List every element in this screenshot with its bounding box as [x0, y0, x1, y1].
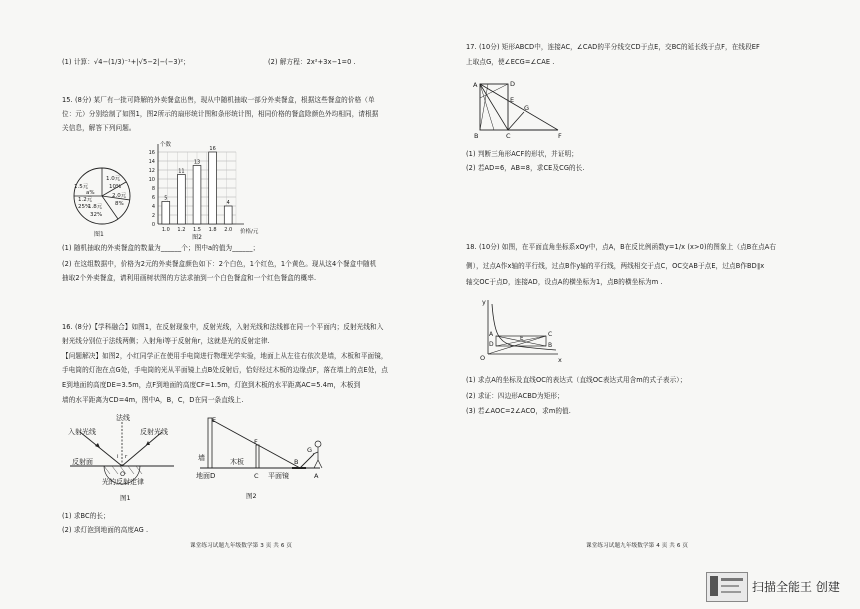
ground-label: 地面D — [196, 472, 216, 480]
right-page-footer: 课堂练习试题九年级数学第 4 页 共 6 页 — [586, 543, 689, 549]
point-a: A — [314, 472, 319, 480]
wall-label: 墙 — [198, 454, 205, 462]
q18-label-a: A — [489, 331, 494, 338]
q18-label-c: C — [548, 331, 553, 338]
q18-label-y: y — [482, 298, 486, 306]
bar-ytick-label: 10 — [148, 177, 155, 183]
point-e: E — [212, 416, 217, 424]
bar-category-label: 1.0 — [161, 227, 170, 233]
q16-line1: 16. (8分)【学科融合】如图1，在反射现象中，反射光线，入射光线和法线都在同一个平面内；反射光线和入 — [62, 323, 384, 331]
bar-ytick-label: 0 — [151, 222, 155, 228]
bar-ytick-label: 4 — [151, 204, 155, 210]
q17-point-g: G — [524, 104, 530, 112]
q17-sub1: (1) 判断三角形ACF的形状，并证明； — [466, 150, 578, 158]
bar-1.8 — [209, 152, 217, 224]
q16-fig1-reflection — [64, 412, 194, 504]
surface-label: 反射面 — [72, 458, 93, 466]
normal-label: 法线 — [116, 414, 130, 422]
bar-value-label: 16 — [209, 146, 216, 152]
reflected-label: 反射光线 — [140, 428, 168, 436]
bar-value-label: 11 — [178, 168, 185, 175]
q16-line4: 手电筒的灯泡在点G处，手电筒的光从平面镜上点B处反射后，恰好经过木板的边缘点F，落在墙上的点E处，点 — [62, 366, 388, 374]
q15-bar-chart — [140, 140, 260, 240]
bar-ytick-label: 16 — [148, 150, 155, 156]
q14-part1: (1) 计算：√4−(1/3)⁻¹+|√5−2|−(−3)²； — [62, 58, 190, 66]
q16-line5: E到地面的高度DE=3.5m，点F到地面的高度CF=1.5m，灯泡到木板的水平距离AC=5.4m，木板到 — [62, 381, 361, 389]
pie-label-3: 1.0元 — [106, 176, 121, 182]
q17-point-e: E — [510, 96, 515, 104]
board-label: 木板 — [230, 458, 244, 466]
q17-point-b: B — [474, 132, 479, 140]
q17-rectangle-figure — [468, 78, 578, 138]
pie-label-2: a% — [86, 190, 95, 196]
bar-1.0 — [162, 202, 170, 225]
pie-label-9: 1.2元 — [78, 197, 93, 203]
q17-line2: 上取点G，使∠ECG=∠CAE . — [466, 58, 555, 66]
q15-line3: 关信息，解答下列问题。 — [62, 124, 136, 132]
bar-1.5 — [193, 166, 201, 225]
q17-point-f: F — [558, 132, 562, 140]
q18-line3: 轴交OC于点D，连接AD，设点A的横坐标为1，点B的横坐标为m . — [466, 278, 663, 286]
q15-sub1: (1) 随机抽取的外卖餐盒的数量为______个；图中a的值为______； — [62, 244, 260, 252]
scanner-watermark-text: 扫描全能王 创建 — [752, 580, 840, 594]
q14-part2: (2) 解方程：2x²+3x−1=0 . — [268, 58, 356, 66]
bar-value-label: 13 — [193, 159, 201, 166]
bar-1.2 — [178, 175, 186, 225]
q18-label-b: B — [548, 342, 553, 349]
bar-ytick-label: 14 — [148, 159, 155, 165]
q16-line6: 墙的水平距离为CD=4m，图中A，B，C，D在同一条直线上. — [62, 396, 244, 404]
q17-point-c: C — [506, 132, 511, 140]
q18-label-x: x — [558, 356, 562, 364]
angle-r: r — [125, 454, 128, 460]
q15-sub2a: (2) 在这组数据中，价格为2元的外卖餐盒颜色如下：2个白色，1个红色，1个黄色。现从这4个餐盒中随机 — [62, 260, 377, 268]
q17-point-a: A — [473, 81, 478, 89]
q15-line1: 15. (8分) 某厂有一批可降解的外卖餐盒出售，现从中随机抽取一部分外卖餐盒，根据这些餐盒的价格（单 — [62, 96, 375, 104]
law-label: 光的反射定律 — [102, 478, 144, 486]
point-f: F — [254, 438, 258, 446]
point-b: B — [294, 458, 299, 466]
bar-ytick-label: 8 — [151, 186, 155, 192]
q18-sub2: (2) 求证：四边形ACBD为矩形； — [466, 392, 564, 400]
point-c: C — [254, 472, 259, 480]
bar-value-label: 5 — [164, 195, 168, 202]
pie-label-10: 25% — [78, 204, 91, 210]
bar-ytick-label: 2 — [151, 213, 155, 219]
bar-xlabel: 价格/元 — [240, 229, 259, 235]
q17-point-d: D — [510, 80, 516, 88]
q15-sub2b: 抽取2个外卖餐盒，请利用画树状图的方法求抽到一个白色餐盒和一个红色餐盒的概率. — [62, 274, 317, 282]
q18-line1: 18. (10分) 如图，在平面直角坐标系xOy中，点A，B在反比例函数y=1/x (x>0)的图象上（点B在点A右 — [466, 243, 777, 251]
bar-value-label: 4 — [226, 200, 230, 206]
bar-category-label: 2.0 — [224, 227, 233, 233]
pie-label-7: 1.8元 — [88, 204, 103, 210]
q18-label-d: D — [489, 341, 494, 348]
bar-category-label: 1.8 — [208, 227, 217, 233]
bar-2.0 — [224, 206, 232, 224]
pie-label-5: 2.0元 — [112, 193, 127, 199]
q15-pie-chart — [60, 160, 150, 240]
bar-category-label: 1.5 — [193, 227, 201, 233]
incident-label: 入射光线 — [68, 428, 96, 436]
q18-label-e: E — [520, 336, 524, 342]
q16-sub2: (2) 求灯泡到地面的高度AG . — [62, 526, 149, 534]
q16-line2: 射光线分别位于法线两侧；入射角i等于反射角r，这就是光的反射定律. — [62, 337, 270, 345]
q18-label-o: O — [480, 354, 486, 362]
angle-i: i — [117, 454, 119, 460]
q16-sub1: (1) 求BC的长； — [62, 512, 110, 520]
q18-sub1: (1) 求点A的坐标及直线OC的表达式（直线OC表达式用含m的式子表示）； — [466, 376, 687, 384]
pie-label-6: 8% — [115, 201, 124, 207]
q17-line1: 17. (10分) 矩形ABCD中，连接AC，∠CAD的平分线交CD于点E，交BC的延长线于点F，在线段EF — [466, 43, 760, 51]
q16-fig2-setup — [196, 412, 336, 504]
pie-label-4: 10% — [109, 184, 122, 190]
pie-label-1: 1.5元 — [74, 184, 89, 190]
bar-ytick-label: 12 — [148, 168, 155, 174]
left-page-footer: 课堂练习试题九年级数学第 3 页 共 6 页 — [190, 543, 293, 549]
fig1-caption: 图1 — [120, 494, 131, 502]
q16-line3: 【问题解决】如图2，小红同学正在使用手电筒进行物理光学实验，地面上从左往右依次是墙，木板和平面镜， — [62, 352, 388, 360]
bar-ytick-label: 6 — [151, 195, 155, 201]
bar-ylabel: 个数 — [160, 142, 172, 148]
pie-label-8: 32% — [90, 212, 103, 218]
bar-category-label: 1.2 — [177, 227, 186, 233]
mirror-label: 平面镜 — [268, 472, 289, 480]
q18-sub3: (3) 若∠AOC=2∠ACO，求m的值. — [466, 407, 571, 415]
pie-caption: 图1 — [94, 231, 104, 238]
bar-caption: 图2 — [192, 234, 202, 241]
point-o: O — [120, 470, 126, 478]
scanner-logo-icon — [706, 572, 748, 602]
q15-line2: 位：元）分别绘制了如图1，图2所示的扇形统计图和条形统计图，相同价格的餐盒除颜色外均相同，请根据 — [62, 110, 379, 118]
point-g: G — [307, 446, 313, 454]
q17-sub2: (2) 若AD=6，AB=8，求CE及CG的长. — [466, 164, 585, 172]
q18-line2: 侧），过点A作x轴的平行线，过点B作y轴的平行线，两线相交于点C，OC交AB于点E，过点B作BD∥x — [466, 262, 765, 270]
fig2-caption: 图2 — [246, 492, 257, 500]
q18-hyperbola-figure — [476, 296, 566, 364]
